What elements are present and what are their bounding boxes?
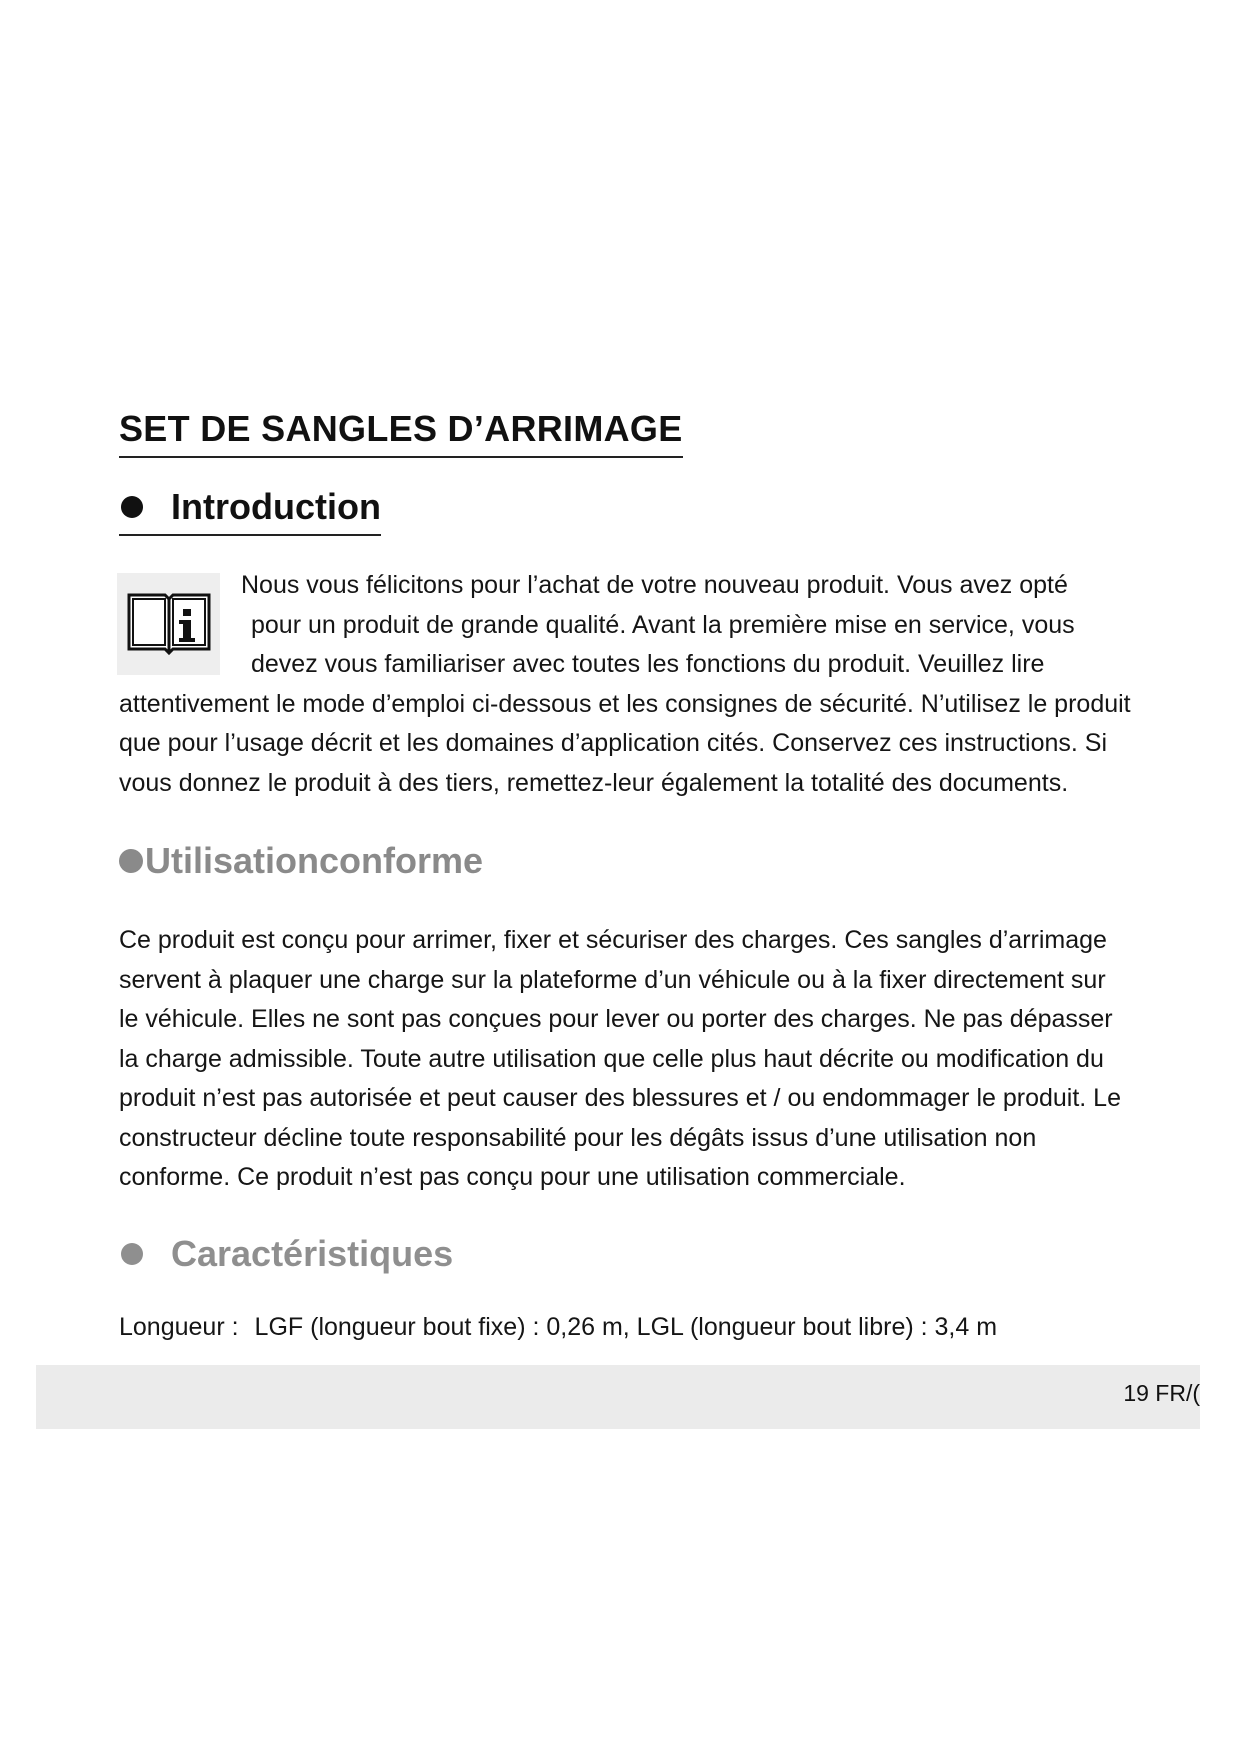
- text-line: Ce produit est conçu pour arrimer, fixer et sécuriser des charges. Ces sangles d’arrimage: [119, 926, 1107, 954]
- text-line: constructeur décline toute responsabilité pour les dégâts issus d’une utilisation non: [119, 1123, 1037, 1152]
- section-heading-label: Caractéristiques: [171, 1233, 454, 1274]
- spec-value: LGF (longueur bout fixe) : 0,26 m, LGL (longueur bout libre) : 3,4 m: [254, 1313, 998, 1341]
- text-line: que pour l’usage décrit et les domaines d’application cités. Conservez ces instructions. Si: [119, 729, 1108, 757]
- section-heading-introduction: [119, 486, 381, 536]
- bullet-icon: [121, 496, 143, 518]
- text-line: vous donnez le produit à des tiers, remettez-leur également la totalité des documents.: [119, 768, 1069, 797]
- text-line: la charge admissible. Toute autre utilisation que celle plus haut décrite ou modification du: [119, 1044, 1104, 1073]
- section-heading-label: Introduction: [171, 486, 381, 527]
- text-line: pour un produit de grande qualité. Avant la première mise en service, vous: [251, 610, 1075, 639]
- section-heading-utilisation: [119, 840, 483, 882]
- text-line: Nous vous félicitons pour l’achat de votre nouveau produit. Vous avez opté: [241, 571, 1068, 599]
- page-number: 19 FR/(: [1123, 1380, 1200, 1406]
- text-line: conforme. Ce produit n’est pas conçu pour une utilisation commerciale.: [119, 1163, 906, 1191]
- spec-label: Longueur :: [119, 1313, 239, 1341]
- bullet-icon: [119, 849, 143, 873]
- section-heading-caracteristiques: [119, 1233, 453, 1275]
- text-line: attentivement le mode d’emploi ci-dessous et les consignes de sécurité. N’utilisez le produit: [119, 689, 1131, 718]
- spec-length: [119, 1313, 997, 1342]
- bullet-icon: [121, 1243, 143, 1265]
- page-footer: [36, 1365, 1200, 1429]
- utilisation-paragraph: [119, 921, 1119, 1198]
- section-heading-label: Utilisationconforme: [145, 840, 484, 881]
- text-line: servent à plaquer une charge sur la plateforme d’un véhicule ou à la fixer directement sur: [119, 965, 1106, 994]
- text-line: le véhicule. Elles ne sont pas conçues pour lever ou porter des charges. Ne pas dépasser: [119, 1005, 1113, 1033]
- introduction-paragraph: [119, 566, 1131, 803]
- text-line: devez vous familiariser avec toutes les fonctions du produit. Veuillez lire: [251, 650, 1045, 678]
- document-title: SET DE SANGLES D’ARRIMAGE: [119, 408, 683, 458]
- text-line: produit n’est pas autorisée et peut causer des blessures et / ou endommager le produit. Le: [119, 1084, 1121, 1112]
